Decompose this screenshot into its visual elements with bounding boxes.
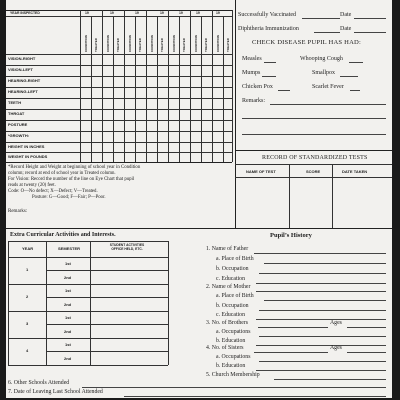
treated-header: TREATED — [160, 38, 164, 52]
mumps-label: Mumps — [242, 70, 261, 76]
tests-col-score: SCORE — [306, 169, 321, 174]
treated-header: TREATED — [116, 38, 120, 52]
chicken-pox-label: Chicken Pox — [242, 84, 273, 90]
row-label: HEARING-RIGHT — [8, 78, 41, 83]
semester-label: 1st — [65, 261, 71, 266]
measles-label: Measles — [242, 56, 262, 62]
note-line: For Vision: Record the number of the line on Eye Chart that pupil — [8, 177, 135, 182]
ages-label: Ages — [330, 345, 342, 351]
note-line: column; record at end of school year in Treated column. — [8, 171, 116, 176]
condition-header: CONDITION — [194, 35, 198, 52]
history-line: 1. Name of Father — [206, 246, 249, 252]
note-line: Posture: G—Good; F—Fair; P—Poor. — [32, 195, 106, 200]
treated-header: TREATED — [138, 38, 142, 52]
semester-label: 1st — [65, 288, 71, 293]
history-line: 3. No. of Brothers — [206, 320, 249, 326]
year-col-label: 19 — [179, 11, 183, 15]
year-col-label: 19 — [216, 11, 220, 15]
col-year: YEAR — [22, 246, 34, 251]
treated-header: TREATED — [94, 38, 98, 52]
health-record-form — [6, 0, 392, 398]
history-line: c. Education — [216, 276, 245, 282]
row-label: *GROWTH: — [8, 133, 30, 138]
row-label: WEIGHT IN POUNDS — [8, 154, 48, 159]
col-semester: SEMESTER — [58, 246, 81, 251]
year-label: 1 — [26, 267, 29, 272]
tests-title: RECORD OF STANDARDIZED TESTS — [262, 155, 368, 161]
condition-header: CONDITION — [84, 35, 88, 52]
year-col-label: 19 — [160, 11, 164, 15]
semester-label: 2nd — [64, 275, 72, 280]
condition-header: CONDITION — [216, 35, 220, 52]
diphtheria-label: Diphtheria Immunization — [238, 26, 299, 32]
semester-label: 2nd — [64, 356, 72, 361]
tests-col-date: DATE TAKEN — [342, 169, 368, 174]
row-label: VISION-LEFT — [8, 67, 33, 72]
semester-label: 2nd — [64, 329, 72, 334]
year-col-label: 19 — [85, 11, 89, 15]
year-col-label: 19 — [196, 11, 200, 15]
other-schools-label: 6. Other Schools Attended — [8, 380, 70, 386]
whooping-cough-label: Whooping Cough — [300, 56, 343, 62]
condition-header: CONDITION — [106, 35, 110, 52]
year-label: 2 — [26, 294, 29, 299]
history-line: b. Occupation — [216, 266, 249, 272]
year-inspected-label: YEAR INSPECTED — [10, 11, 40, 15]
smallpox-label: Smallpox — [312, 70, 336, 76]
year-col-label: 19 — [135, 11, 139, 15]
note-line: reads at twenty (20) feet. — [8, 183, 56, 188]
remarks-label: Remarks: — [242, 98, 265, 104]
history-line: 2. Name of Mother — [206, 284, 251, 290]
condition-header: CONDITION — [128, 35, 132, 52]
history-line: a. Place of Birth — [216, 293, 254, 299]
extra-title: Extra Curricular Activities and Interests. — [10, 232, 116, 238]
treated-header: TREATED — [204, 38, 208, 52]
treated-header: TREATED — [226, 38, 230, 52]
semester-label: 1st — [65, 315, 71, 320]
ages-label: Ages — [330, 320, 342, 326]
tests-col-name: NAME OF TEST — [246, 169, 276, 174]
year-col-label: 19 — [110, 11, 114, 15]
semester-label: 1st — [65, 342, 71, 347]
col-activities: STUDENT ACTIVITIES OFFICE HELD, ETC. — [109, 243, 145, 251]
history-line: b. Education — [216, 363, 246, 369]
history-title: Pupil’s History — [270, 232, 312, 239]
history-line: b. Occupation — [216, 303, 249, 309]
check-disease-heading: CHECK DISEASE PUPIL HAS HAD: — [252, 39, 362, 46]
condition-header: CONDITION — [172, 35, 176, 52]
note-line: Code: O—No defect; X—Defect; V—Treated. — [8, 189, 98, 194]
date-leaving-label: 7. Date of Leaving Last School Attended — [8, 389, 103, 395]
history-line: a. Occupations — [216, 329, 251, 335]
date-label: Date — [340, 12, 352, 18]
row-label: THROAT — [8, 111, 25, 116]
history-line: a. Occupations — [216, 354, 251, 360]
history-line: 5. Church Membership — [206, 372, 260, 378]
row-label: HEARING-LEFT — [8, 89, 38, 94]
history-line: a. Place of Birth — [216, 256, 254, 262]
row-label: POSTURE — [8, 122, 28, 127]
history-line: 4. No. of Sisters — [206, 345, 244, 351]
row-label: HEIGHT IN INCHES — [8, 144, 45, 149]
vaccinated-label: Successfully Vaccinated — [238, 12, 297, 18]
condition-header: CONDITION — [150, 35, 154, 52]
treated-header: TREATED — [182, 38, 186, 52]
row-label: TEETH — [8, 100, 22, 105]
history-line: c. Education — [216, 312, 245, 318]
date-label: Date — [340, 26, 352, 32]
year-label: 4 — [26, 348, 29, 353]
row-label: VISION-RIGHT — [8, 56, 36, 61]
year-label: 3 — [26, 321, 29, 326]
note-line: *Record Height and Weight at beginning of school year in Condition — [8, 165, 141, 170]
semester-label: 2nd — [64, 302, 72, 307]
scarlet-fever-label: Scarlet Fever — [312, 84, 344, 90]
remarks-label: Remarks: — [8, 209, 28, 214]
history-line: b. Education — [216, 338, 246, 344]
